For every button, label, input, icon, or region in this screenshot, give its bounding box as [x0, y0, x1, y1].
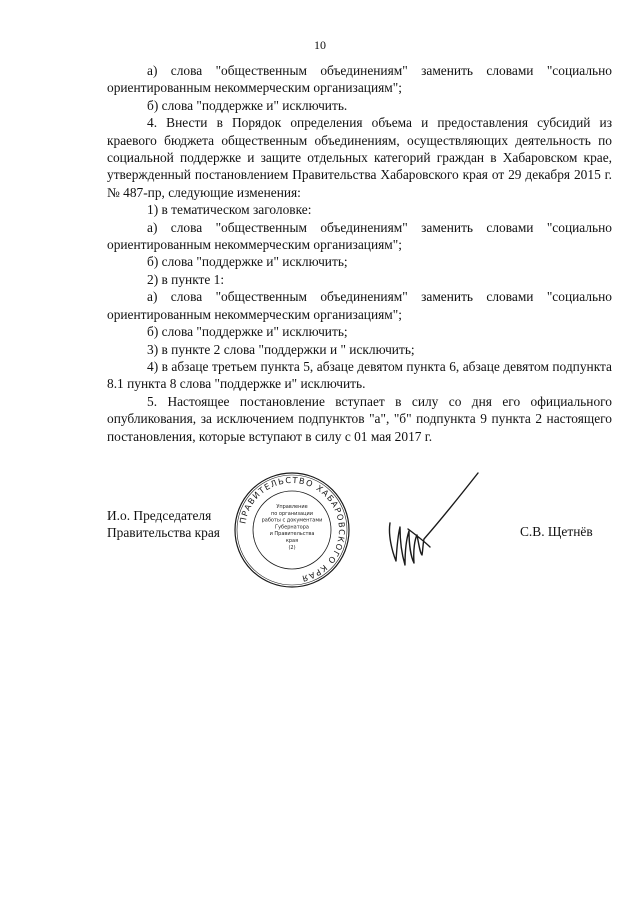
seal-center-line: Губернатора: [275, 524, 309, 531]
official-seal: [232, 470, 352, 590]
paragraph: 3) в пункте 2 слова "поддержки и " исключить;: [147, 341, 415, 357]
signatory-name: С.В. Щетнёв: [520, 524, 593, 539]
paragraph: б) слова "поддержке и" исключить;: [147, 254, 348, 270]
paragraph: а) слова "общественным объединениям" заменить словами "социально ориентированным некоммерческим организациям";: [107, 289, 612, 322]
seal-center-line: (2): [288, 544, 296, 551]
position-line-2: Правительства края: [107, 525, 220, 541]
paragraph: б) слова "поддержке и" исключить;: [147, 324, 348, 340]
signatory-position: [107, 507, 220, 542]
paragraph: б) слова "поддержке и" исключить.: [147, 97, 348, 113]
paragraph: 5. Настоящее постановление вступает в силу со дня его официального опубликования, за исключением подпунктов "а", "б" подпункта 9 пункта 2 настоящего постановления, которые вступают в силу с 01 мая 2017 г.: [107, 393, 612, 444]
position-line-1: И.о. Председателя: [107, 508, 212, 523]
seal-center-line: работы с документами: [261, 517, 323, 524]
paragraph: 2) в пункте 1:: [147, 271, 225, 287]
paragraph: а) слова "общественным объединениям" заменить словами "социально ориентированным некоммерческим организациям";: [107, 63, 612, 96]
seal-center-line: по организации: [271, 510, 313, 517]
paragraph: 4. Внести в Порядок определения объема и предоставления субсидий из краевого бюджета общественным объединениям, осуществляющих деятельность по социальной поддержке и защите отдельных категорий граждан в Хабаровском крае, утвержденный постановлением Правительства Хабаровского края от 29 декабря 2015 г. № 487-пр, следующие изменения:: [107, 115, 612, 200]
paragraph: 4) в абзаце третьем пункта 5, абзаце девятом пункта 6, абзаце девятом подпункта 8.1 пункта 8 слова "поддержке и" исключить.: [107, 358, 612, 392]
paragraph: а) слова "общественным объединениям" заменить словами "социально ориентированным некоммерческим организациям";: [107, 219, 612, 253]
page-number: 10: [314, 38, 326, 52]
seal-center-line: Управление: [276, 504, 308, 510]
paragraph: 1) в тематическом заголовке:: [147, 202, 312, 218]
svg-text:ПРАВИТЕЛЬСТВО ХАБАРОВСКОГО КРА: ПРАВИТЕЛЬСТВО ХАБАРОВСКОГО КРАЯ: [237, 474, 348, 585]
body-text: [107, 62, 612, 445]
seal-center-line: края: [285, 538, 299, 544]
seal-center-line: и Правительства: [269, 531, 315, 538]
handwritten-signature: [378, 465, 483, 585]
